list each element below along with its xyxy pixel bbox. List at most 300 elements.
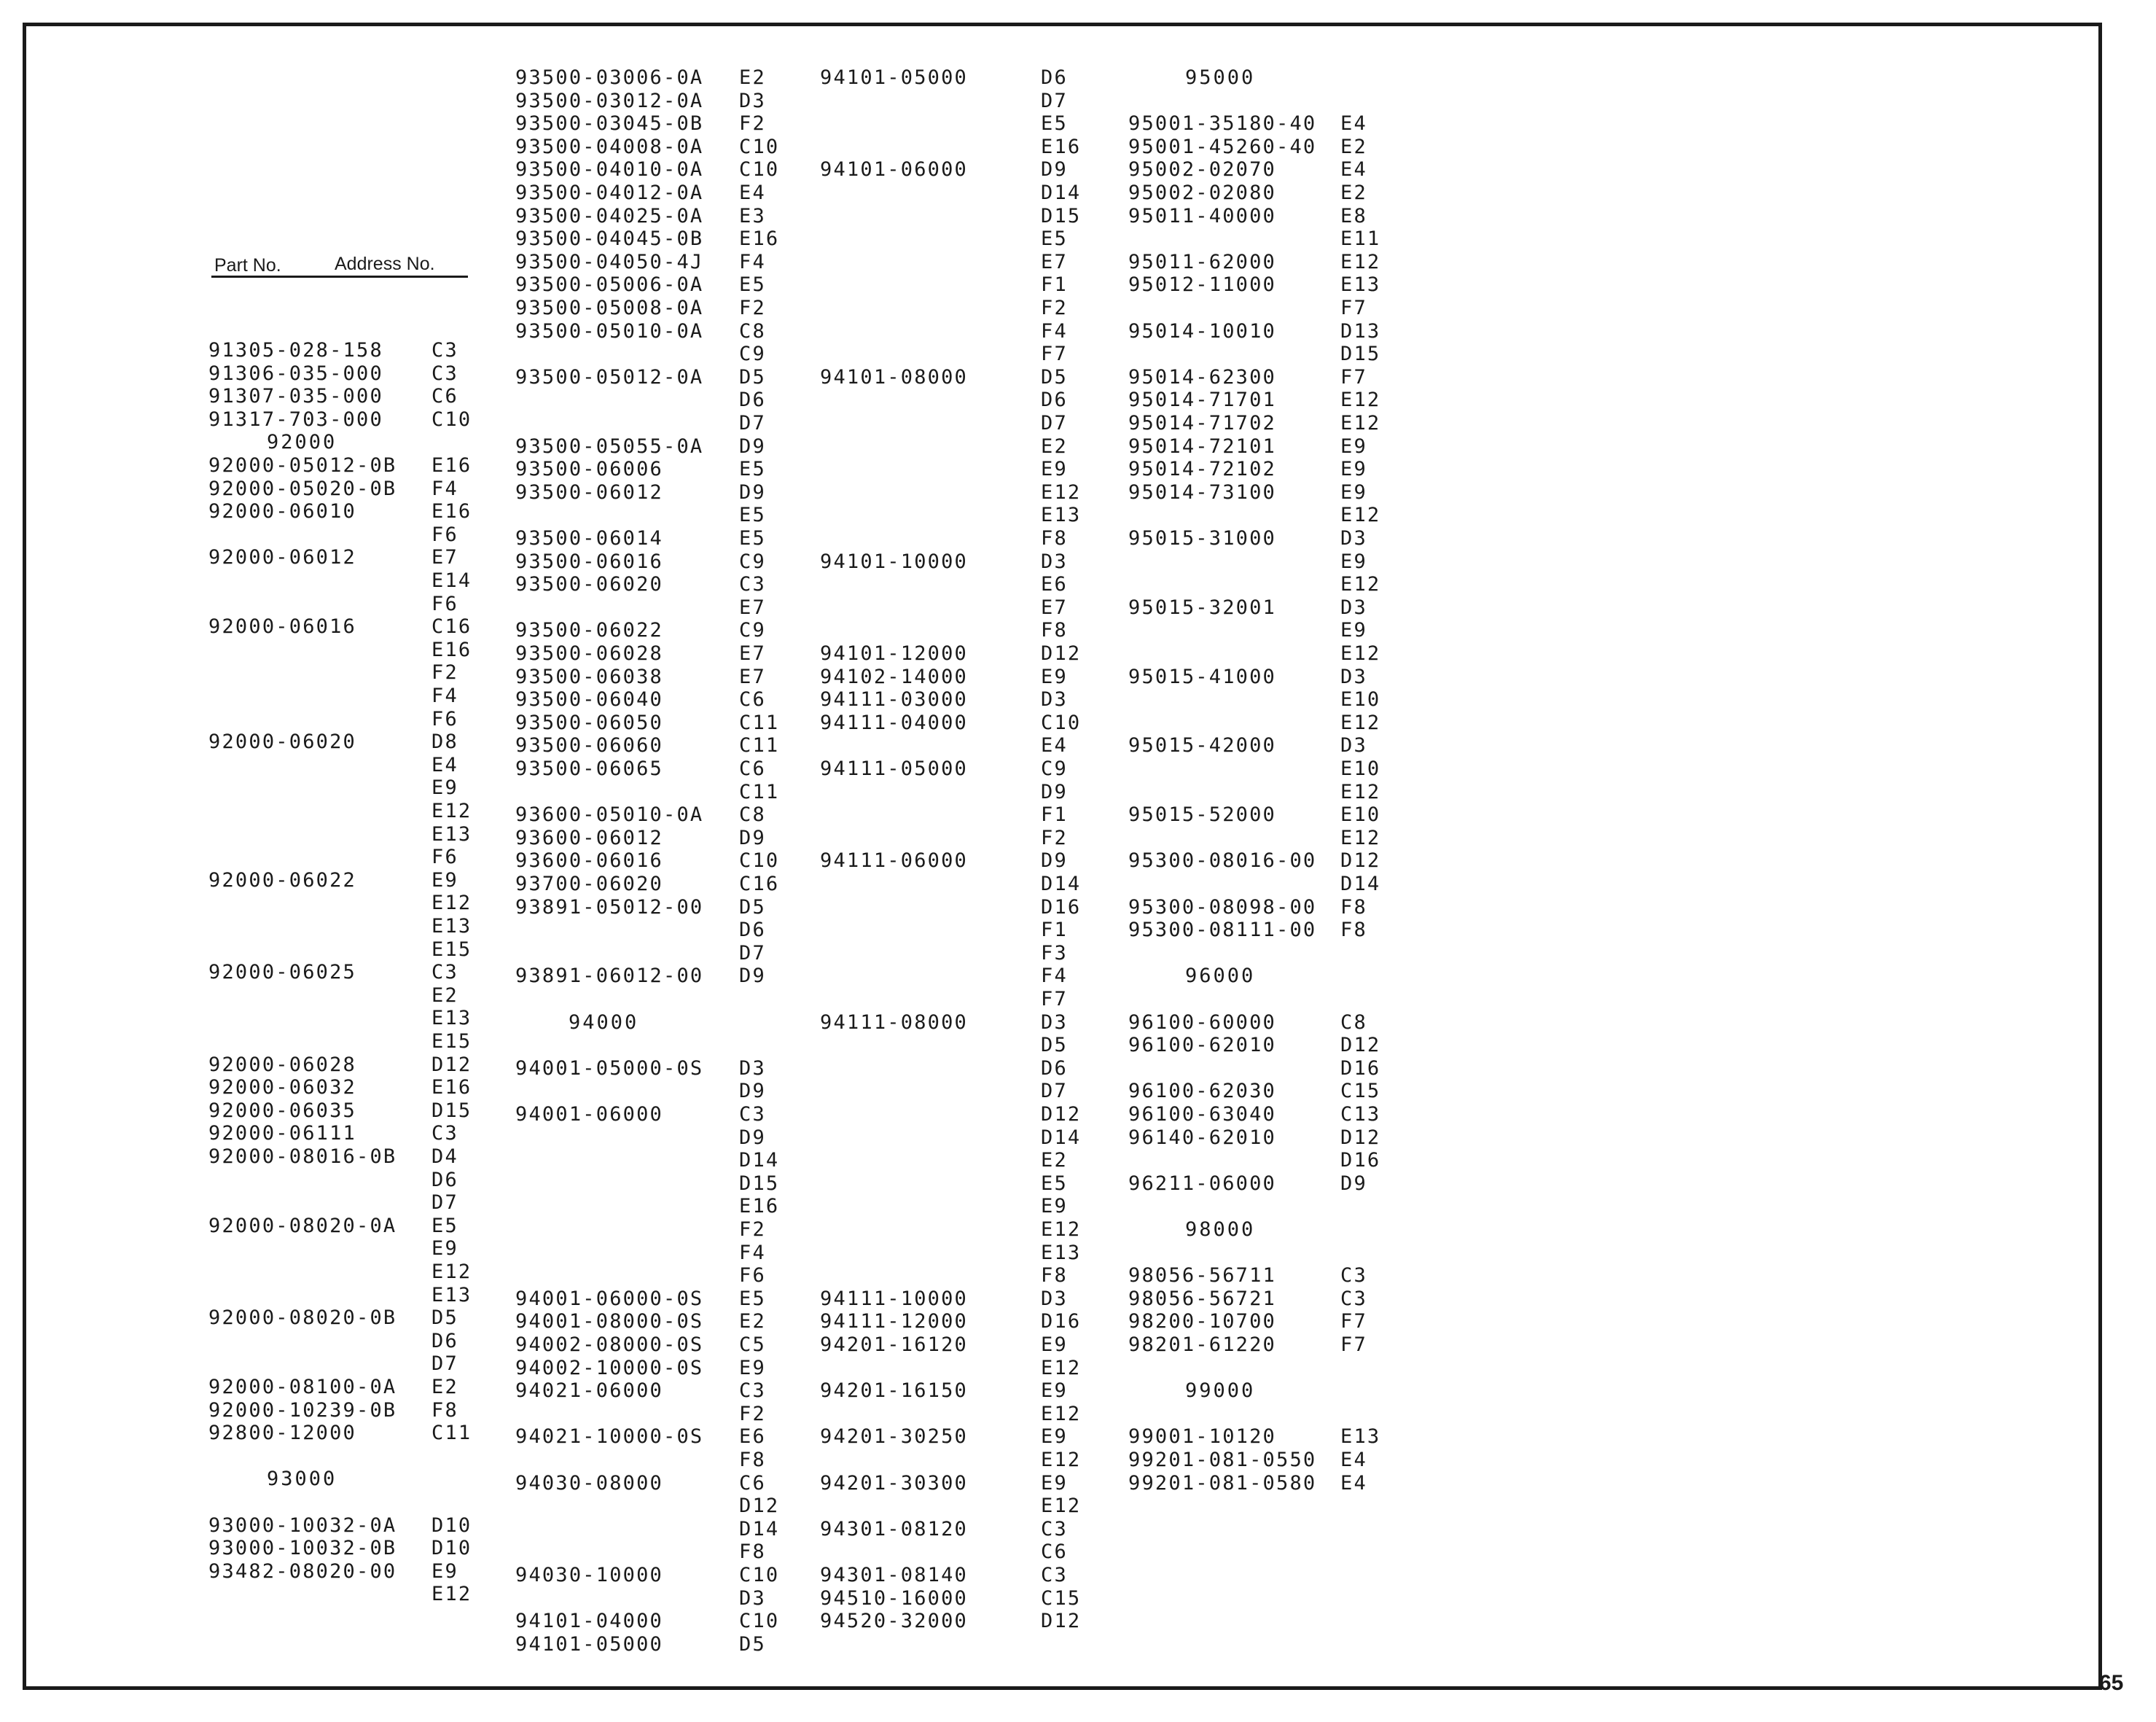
address-number: F2 xyxy=(1041,826,1068,849)
address-number: F6 xyxy=(739,1264,766,1287)
part-number: 94520-32000 xyxy=(820,1610,969,1633)
part-number: 94201-16120 xyxy=(820,1333,969,1356)
address-number: F8 xyxy=(739,1540,766,1564)
address-number: C6 xyxy=(739,688,766,712)
address-number: E13 xyxy=(1340,273,1381,297)
address-number: F6 xyxy=(431,707,458,731)
address-number: C3 xyxy=(739,1379,766,1403)
address-number: C3 xyxy=(1340,1287,1367,1310)
address-number: D15 xyxy=(1041,204,1082,227)
page-number: 65 xyxy=(2099,1671,2124,1695)
address-number: E5 xyxy=(1041,112,1068,136)
address-number: E7 xyxy=(739,642,766,665)
address-number: F2 xyxy=(739,1402,766,1425)
address-number: D7 xyxy=(1041,412,1068,435)
address-number: F6 xyxy=(431,846,458,869)
address-number: E13 xyxy=(431,1007,472,1030)
address-number: E7 xyxy=(739,596,766,619)
address-number: E7 xyxy=(1041,250,1068,273)
address-number: F8 xyxy=(739,1449,766,1471)
address-number: C10 xyxy=(739,158,780,182)
address-number: D3 xyxy=(1041,550,1068,573)
part-number: 94111-12000 xyxy=(820,1310,969,1333)
address-number: E4 xyxy=(431,753,458,776)
address-number: E5 xyxy=(739,273,766,297)
address-number: F4 xyxy=(739,1241,766,1264)
address-number: F3 xyxy=(1041,941,1068,965)
address-number: F4 xyxy=(1041,965,1068,988)
address-number: E9 xyxy=(1041,1471,1068,1495)
part-number: 92000-06016 xyxy=(208,615,357,639)
group-heading: 96000 xyxy=(1185,965,1256,988)
part-number: 95300-08016-00 xyxy=(1128,849,1317,873)
address-number: E13 xyxy=(431,915,472,938)
address-number: E5 xyxy=(1041,1172,1068,1195)
address-number: F4 xyxy=(1041,319,1068,343)
address-number: D14 xyxy=(739,1517,780,1540)
address-number: C6 xyxy=(739,1471,766,1495)
group-heading: 92000 xyxy=(267,431,337,454)
part-number: 91317-703-000 xyxy=(208,408,383,431)
address-number: E9 xyxy=(1340,619,1367,642)
address-number: E2 xyxy=(1041,435,1068,458)
part-number: 91305-028-158 xyxy=(208,339,383,362)
address-number: E12 xyxy=(1340,412,1381,435)
part-number: 96100-62010 xyxy=(1128,1034,1277,1057)
address-number: E9 xyxy=(1041,458,1068,481)
address-number: C3 xyxy=(739,1103,766,1126)
address-number: E2 xyxy=(739,1310,766,1333)
part-number: 96140-62010 xyxy=(1128,1126,1277,1149)
part-number: 93500-04045-0B xyxy=(515,227,704,251)
address-number: F8 xyxy=(1340,895,1367,919)
part-number: 94301-08140 xyxy=(820,1564,969,1586)
part-number: 93891-05012-00 xyxy=(515,895,704,919)
address-number: F1 xyxy=(1041,919,1068,942)
address-number: D6 xyxy=(1041,389,1068,412)
address-number: E12 xyxy=(1340,780,1381,803)
address-number: C13 xyxy=(1340,1103,1381,1126)
address-number: C9 xyxy=(739,343,766,366)
address-number: E9 xyxy=(431,1559,458,1583)
address-number: D5 xyxy=(1041,365,1068,389)
address-number: D3 xyxy=(1041,688,1068,712)
address-number: E5 xyxy=(1041,227,1068,251)
part-number: 93500-03045-0B xyxy=(515,112,704,136)
part-number: 92000-06022 xyxy=(208,868,357,892)
part-number: 92000-08100-0A xyxy=(208,1376,397,1398)
part-number: 94101-08000 xyxy=(820,365,969,389)
part-number: 92000-06111 xyxy=(208,1122,357,1145)
address-number: D6 xyxy=(739,919,766,942)
address-number: D14 xyxy=(1041,1126,1082,1149)
address-number: D9 xyxy=(1340,1172,1367,1195)
address-number: C3 xyxy=(739,573,766,596)
address-number: C5 xyxy=(739,1333,766,1356)
part-number: 92000-06010 xyxy=(208,500,357,523)
part-number: 93700-06020 xyxy=(515,873,664,895)
address-number: D5 xyxy=(431,1306,458,1330)
address-number: E12 xyxy=(1041,1218,1082,1241)
address-number: E10 xyxy=(1340,757,1381,780)
header-underline xyxy=(211,276,468,278)
address-number: D3 xyxy=(739,1056,766,1080)
part-number: 93600-06012 xyxy=(515,826,664,849)
address-number: C3 xyxy=(431,1122,458,1145)
address-number: E12 xyxy=(1340,504,1381,527)
address-number: C11 xyxy=(739,711,780,734)
part-number: 93482-08020-00 xyxy=(208,1559,397,1583)
address-number: E7 xyxy=(1041,596,1068,619)
part-number: 91306-035-000 xyxy=(208,362,383,385)
address-number: E10 xyxy=(1340,803,1381,827)
address-number: D9 xyxy=(739,1126,766,1149)
part-number: 93500-06065 xyxy=(515,757,664,780)
group-heading: 94000 xyxy=(569,1010,639,1034)
part-number: 94101-06000 xyxy=(820,158,969,182)
part-number: 93500-06038 xyxy=(515,665,664,688)
address-number: D14 xyxy=(1041,873,1082,895)
address-number: E13 xyxy=(1041,1241,1082,1264)
address-number: C11 xyxy=(431,1422,472,1445)
address-number: E6 xyxy=(739,1425,766,1449)
part-number: 93500-06016 xyxy=(515,550,664,573)
address-number: E2 xyxy=(1340,135,1367,158)
part-number: 94030-10000 xyxy=(515,1564,664,1586)
address-number: E12 xyxy=(1340,250,1381,273)
address-number: E9 xyxy=(1041,1333,1068,1356)
part-number: 96100-60000 xyxy=(1128,1010,1277,1034)
part-number: 92000-05012-0B xyxy=(208,454,397,477)
address-number: E12 xyxy=(1340,711,1381,734)
part-number: 93500-06050 xyxy=(515,711,664,734)
address-number: E3 xyxy=(739,204,766,227)
address-number: D15 xyxy=(1340,343,1381,366)
address-number: F4 xyxy=(739,250,766,273)
address-number: E12 xyxy=(1340,642,1381,665)
address-number: E8 xyxy=(1340,204,1367,227)
address-number: F1 xyxy=(1041,803,1068,827)
part-number: 95011-62000 xyxy=(1128,250,1277,273)
address-number: D5 xyxy=(1041,1034,1068,1057)
part-number: 94001-05000-0S xyxy=(515,1056,704,1080)
address-number: E9 xyxy=(1340,550,1367,573)
part-number: 92000-06028 xyxy=(208,1053,357,1076)
part-number: 93500-05006-0A xyxy=(515,273,704,297)
address-number: F2 xyxy=(739,1218,766,1241)
address-number: D7 xyxy=(1041,1080,1068,1103)
address-number: E5 xyxy=(739,504,766,527)
address-number: E13 xyxy=(431,1283,472,1306)
part-number: 94001-06000 xyxy=(515,1103,664,1126)
address-number: C16 xyxy=(431,615,472,639)
group-heading: 95000 xyxy=(1185,66,1256,89)
address-number: F2 xyxy=(739,297,766,319)
part-number: 95015-32001 xyxy=(1128,596,1277,619)
part-number: 93500-06020 xyxy=(515,573,664,596)
part-number: 93600-05010-0A xyxy=(515,803,704,827)
address-number: C8 xyxy=(739,319,766,343)
part-number: 92000-10239-0B xyxy=(208,1398,397,1422)
address-number: E12 xyxy=(1041,480,1082,504)
part-number: 94101-05000 xyxy=(515,1632,664,1656)
part-number: 99201-081-0550 xyxy=(1128,1449,1317,1471)
address-number: E9 xyxy=(431,868,458,892)
part-number: 94111-05000 xyxy=(820,757,969,780)
address-number: E12 xyxy=(1041,1495,1082,1518)
address-number: D5 xyxy=(739,895,766,919)
part-number: 95014-73100 xyxy=(1128,480,1277,504)
part-number: 94030-08000 xyxy=(515,1471,664,1495)
address-number: E16 xyxy=(431,500,472,523)
part-number: 95300-08098-00 xyxy=(1128,895,1317,919)
part-number: 94001-06000-0S xyxy=(515,1287,704,1310)
part-number: 93500-05012-0A xyxy=(515,365,704,389)
address-number: D16 xyxy=(1340,1149,1381,1172)
part-number: 95014-72101 xyxy=(1128,435,1277,458)
part-number: 93500-04050-4J xyxy=(515,250,704,273)
address-number: C6 xyxy=(431,385,458,408)
part-number: 94201-30300 xyxy=(820,1471,969,1495)
address-number: D14 xyxy=(1041,182,1082,204)
address-number: E11 xyxy=(1340,227,1381,251)
address-number: C3 xyxy=(431,339,458,362)
address-number: D8 xyxy=(431,731,458,754)
address-number: E2 xyxy=(1340,182,1367,204)
part-number: 96100-62030 xyxy=(1128,1080,1277,1103)
address-number: E5 xyxy=(431,1214,458,1237)
part-number: 93600-06016 xyxy=(515,849,664,873)
part-number: 94021-06000 xyxy=(515,1379,664,1403)
part-number: 93000-10032-0A xyxy=(208,1513,397,1537)
address-number: F1 xyxy=(1041,273,1068,297)
address-number: C15 xyxy=(1340,1080,1381,1103)
address-no-header: Address No. xyxy=(335,254,435,274)
address-number: E5 xyxy=(739,458,766,481)
address-number: C3 xyxy=(431,961,458,984)
part-number: 93500-04012-0A xyxy=(515,182,704,204)
part-number: 95014-10010 xyxy=(1128,319,1277,343)
address-number: E2 xyxy=(431,983,458,1007)
address-number: C9 xyxy=(1041,757,1068,780)
part-number: 95015-31000 xyxy=(1128,527,1277,550)
part-number: 95015-41000 xyxy=(1128,665,1277,688)
part-number: 99201-081-0580 xyxy=(1128,1471,1317,1495)
address-number: E15 xyxy=(431,1030,472,1053)
address-number: F8 xyxy=(1041,527,1068,550)
part-number: 93500-06040 xyxy=(515,688,664,712)
part-number: 98056-56711 xyxy=(1128,1264,1277,1287)
address-number: D9 xyxy=(739,435,766,458)
part-number: 94002-10000-0S xyxy=(515,1356,704,1379)
address-number: F2 xyxy=(1041,297,1068,319)
address-number: C11 xyxy=(739,780,780,803)
address-number: F4 xyxy=(431,685,458,707)
part-number: 99001-10120 xyxy=(1128,1425,1277,1449)
address-number: C10 xyxy=(1041,711,1082,734)
address-number: F6 xyxy=(431,523,458,546)
part-number: 92000-05020-0B xyxy=(208,477,397,500)
address-number: D7 xyxy=(739,412,766,435)
address-number: D6 xyxy=(431,1168,458,1191)
part-number: 93500-05010-0A xyxy=(515,319,704,343)
address-number: C9 xyxy=(739,550,766,573)
part-number: 93500-06006 xyxy=(515,458,664,481)
part-number: 94001-08000-0S xyxy=(515,1310,704,1333)
address-number: E6 xyxy=(1041,573,1068,596)
address-number: F8 xyxy=(431,1398,458,1422)
address-number: D3 xyxy=(1340,665,1367,688)
part-number: 95001-45260-40 xyxy=(1128,135,1317,158)
part-number: 93500-06028 xyxy=(515,642,664,665)
address-number: E15 xyxy=(431,938,472,961)
address-number: E2 xyxy=(739,66,766,89)
address-number: E16 xyxy=(739,227,780,251)
address-number: E12 xyxy=(1041,1449,1082,1471)
part-number: 93000-10032-0B xyxy=(208,1537,397,1560)
address-number: E16 xyxy=(431,454,472,477)
part-number: 93500-05055-0A xyxy=(515,435,704,458)
part-number: 92000-08016-0B xyxy=(208,1145,397,1168)
address-number: C3 xyxy=(1340,1264,1367,1287)
part-number: 95002-02080 xyxy=(1128,182,1277,204)
part-number: 93500-06060 xyxy=(515,734,664,757)
address-number: D9 xyxy=(1041,158,1068,182)
address-number: E9 xyxy=(431,776,458,800)
part-number: 98200-10700 xyxy=(1128,1310,1277,1333)
part-number: 95015-42000 xyxy=(1128,734,1277,757)
address-number: F7 xyxy=(1041,988,1068,1010)
address-number: E12 xyxy=(1340,573,1381,596)
part-number: 93500-04008-0A xyxy=(515,135,704,158)
address-number: D9 xyxy=(1041,780,1068,803)
address-number: D9 xyxy=(1041,849,1068,873)
part-number: 95002-02070 xyxy=(1128,158,1277,182)
address-number: E16 xyxy=(431,638,472,661)
address-number: D6 xyxy=(739,389,766,412)
address-number: D7 xyxy=(1041,89,1068,112)
address-number: E12 xyxy=(1340,389,1381,412)
part-number: 94510-16000 xyxy=(820,1586,969,1610)
address-number: D7 xyxy=(431,1352,458,1376)
address-number: D6 xyxy=(1041,1056,1068,1080)
address-number: E5 xyxy=(739,1287,766,1310)
address-number: F8 xyxy=(1041,619,1068,642)
part-number: 94021-10000-0S xyxy=(515,1425,704,1449)
address-number: E4 xyxy=(1340,158,1367,182)
part-number: 91307-035-000 xyxy=(208,385,383,408)
part-number: 92800-12000 xyxy=(208,1422,357,1445)
address-number: D14 xyxy=(739,1149,780,1172)
group-heading: 93000 xyxy=(267,1468,337,1491)
address-number: F2 xyxy=(739,112,766,136)
part-number: 94301-08120 xyxy=(820,1517,969,1540)
address-number: E9 xyxy=(1340,458,1367,481)
address-number: E12 xyxy=(431,800,472,822)
address-number: D15 xyxy=(431,1099,472,1122)
address-number: D15 xyxy=(739,1172,780,1195)
address-number: D9 xyxy=(739,1080,766,1103)
address-number: E7 xyxy=(739,665,766,688)
address-number: C3 xyxy=(431,362,458,385)
address-number: D14 xyxy=(1340,873,1381,895)
part-number: 94201-16150 xyxy=(820,1379,969,1403)
address-number: D3 xyxy=(1041,1010,1068,1034)
address-number: E12 xyxy=(431,1583,472,1606)
address-number: E16 xyxy=(1041,135,1082,158)
address-number: D10 xyxy=(431,1513,472,1537)
address-number: D12 xyxy=(1041,642,1082,665)
address-number: C10 xyxy=(739,849,780,873)
part-number: 94111-06000 xyxy=(820,849,969,873)
part-number: 93500-05008-0A xyxy=(515,297,704,319)
address-number: D6 xyxy=(431,1329,458,1352)
address-number: D12 xyxy=(1340,1126,1381,1149)
address-number: D12 xyxy=(1340,849,1381,873)
part-number: 94101-05000 xyxy=(820,66,969,89)
address-number: D5 xyxy=(739,1632,766,1656)
part-number: 92000-06025 xyxy=(208,961,357,984)
part-number: 94101-04000 xyxy=(515,1610,664,1633)
address-number: E10 xyxy=(1340,688,1381,712)
part-number: 94102-14000 xyxy=(820,665,969,688)
address-number: D3 xyxy=(1340,734,1367,757)
part-number: 92000-06020 xyxy=(208,731,357,754)
address-number: C10 xyxy=(739,135,780,158)
address-number: F7 xyxy=(1340,297,1367,319)
part-number: 94101-10000 xyxy=(820,550,969,573)
address-number: C9 xyxy=(739,619,766,642)
part-number: 92000-06012 xyxy=(208,546,357,569)
address-number: E9 xyxy=(431,1237,458,1261)
address-number: C6 xyxy=(1041,1540,1068,1564)
part-number: 95014-71701 xyxy=(1128,389,1277,412)
part-number: 93500-04010-0A xyxy=(515,158,704,182)
address-number: F7 xyxy=(1340,1333,1367,1356)
part-number: 93500-06014 xyxy=(515,527,664,550)
address-number: C8 xyxy=(1340,1010,1367,1034)
part-no-header: Part No. xyxy=(214,255,281,276)
address-number: D13 xyxy=(1340,319,1381,343)
part-number: 92000-08020-0B xyxy=(208,1306,397,1330)
address-number: E2 xyxy=(1041,1149,1068,1172)
address-number: E9 xyxy=(1041,665,1068,688)
address-number: D3 xyxy=(1340,527,1367,550)
address-number: D3 xyxy=(1041,1287,1068,1310)
address-number: D3 xyxy=(739,1586,766,1610)
address-number: C15 xyxy=(1041,1586,1082,1610)
address-number: D7 xyxy=(431,1191,458,1215)
address-number: C11 xyxy=(739,734,780,757)
address-number: C10 xyxy=(739,1610,780,1633)
address-number: E5 xyxy=(739,527,766,550)
address-number: D12 xyxy=(1041,1610,1082,1633)
address-number: C3 xyxy=(1041,1517,1068,1540)
address-number: E4 xyxy=(1041,734,1068,757)
part-number: 95014-62300 xyxy=(1128,365,1277,389)
part-number: 95014-71702 xyxy=(1128,412,1277,435)
address-number: E12 xyxy=(431,892,472,915)
address-number: C3 xyxy=(1041,1564,1068,1586)
part-number: 94111-08000 xyxy=(820,1010,969,1034)
address-number: E4 xyxy=(1340,1471,1367,1495)
address-number: C6 xyxy=(739,757,766,780)
address-number: D9 xyxy=(739,480,766,504)
address-number: F6 xyxy=(431,592,458,615)
address-number: D16 xyxy=(1041,1310,1082,1333)
address-number: E14 xyxy=(431,569,472,592)
part-number: 92000-08020-0A xyxy=(208,1214,397,1237)
